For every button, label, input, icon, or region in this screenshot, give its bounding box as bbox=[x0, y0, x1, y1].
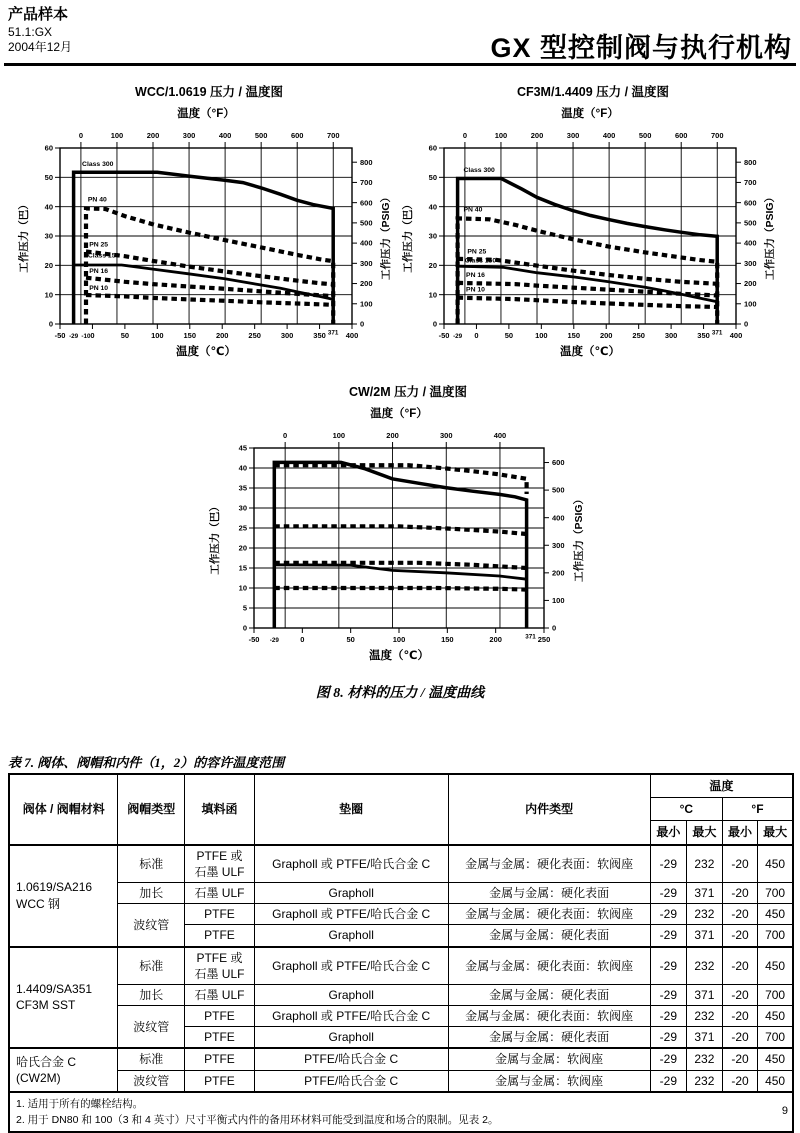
table-cell: 金属与金属：硬化表面：软阀座 bbox=[448, 845, 650, 883]
left-tick: 0 bbox=[48, 319, 53, 329]
chart-canvas-cf3m bbox=[400, 102, 786, 367]
cf3m-pressure-temperature-chart bbox=[400, 82, 786, 367]
right-tick: 100 bbox=[552, 596, 565, 606]
header-packing-box: 填料函 bbox=[185, 774, 255, 845]
table-cell: Grapholl 或 PTFE/哈氏合金 C bbox=[254, 904, 448, 925]
left-tick: 0 bbox=[242, 623, 247, 633]
footnote-line: 1. 适用于所有的螺栓结构。 bbox=[16, 1097, 144, 1110]
bottom-tick: -50 bbox=[54, 331, 66, 340]
left-tick: 20 bbox=[44, 260, 53, 270]
table-cell: -20 bbox=[722, 1027, 757, 1049]
series-pn-16 bbox=[458, 283, 718, 296]
series-label: Class 150 bbox=[87, 252, 120, 260]
header-trim-type: 内件类型 bbox=[448, 774, 650, 845]
series-line-0 bbox=[274, 462, 526, 628]
series-label: Class 300 bbox=[463, 167, 495, 175]
table-cell: PTFE bbox=[185, 925, 255, 947]
table-cell: 波纹管 bbox=[118, 904, 185, 947]
left-axis-title: 工作压力（巴） bbox=[18, 199, 30, 273]
table-title: 表 7. 阀体、阀帽和内件（1，2）的容许温度范围 bbox=[8, 755, 285, 770]
right-tick: 400 bbox=[744, 238, 757, 248]
top-tick: 200 bbox=[146, 131, 160, 140]
bottom-tick: 100 bbox=[535, 331, 548, 340]
table-cell: Grapholl bbox=[254, 925, 448, 947]
left-tick: 30 bbox=[44, 231, 53, 241]
left-tick: 25 bbox=[238, 523, 247, 533]
table-cell: -20 bbox=[722, 845, 757, 883]
bottom-tick: 400 bbox=[345, 331, 359, 340]
header-fahrenheit: °F bbox=[722, 798, 793, 821]
table-cell: 金属与金属：硬化表面：软阀座 bbox=[448, 947, 650, 985]
bottom-tick: 0 bbox=[300, 635, 305, 644]
series-label: PN 16 bbox=[89, 267, 109, 275]
table-cell: 加长 bbox=[118, 984, 185, 1005]
table-cell: -20 bbox=[722, 1070, 757, 1092]
top-tick: 200 bbox=[386, 431, 399, 440]
right-tick: 600 bbox=[360, 198, 373, 208]
table-cell: 金属与金属：硬化表面 bbox=[448, 925, 650, 947]
left-tick: 10 bbox=[428, 290, 437, 300]
series-label: PN 10 bbox=[89, 284, 109, 292]
right-tick: 300 bbox=[744, 258, 757, 268]
table-cell: 232 bbox=[686, 904, 722, 925]
right-tick: 700 bbox=[744, 178, 757, 188]
table-cell: 232 bbox=[686, 1006, 722, 1027]
left-tick: 10 bbox=[44, 290, 53, 300]
table-cell: 700 bbox=[758, 925, 793, 947]
right-tick: 500 bbox=[360, 218, 373, 228]
left-tick: 40 bbox=[428, 202, 437, 212]
table-cell: -20 bbox=[722, 882, 757, 903]
bottom-tick: -50 bbox=[248, 635, 260, 644]
top-tick: 600 bbox=[674, 131, 688, 140]
top-tick: 400 bbox=[493, 431, 507, 440]
table-cell: 金属与金属：硬化表面：软阀座 bbox=[448, 1006, 650, 1027]
left-tick: 20 bbox=[428, 260, 437, 270]
header-f-min: 最小 bbox=[722, 821, 757, 845]
bottom-tick: 0 bbox=[90, 331, 95, 340]
table-row bbox=[9, 1048, 793, 1070]
table-cell: -20 bbox=[722, 984, 757, 1005]
table-cell: 加长 bbox=[118, 882, 185, 903]
top-tick: 100 bbox=[110, 131, 124, 140]
table-cell: Grapholl 或 PTFE/哈氏合金 C bbox=[254, 947, 448, 985]
top-tick: 400 bbox=[602, 131, 616, 140]
header-c-min: 最小 bbox=[650, 821, 686, 845]
document-info-block bbox=[8, 6, 72, 55]
bottom-tick: 100 bbox=[151, 331, 164, 340]
left-tick: 45 bbox=[238, 443, 247, 453]
table-cell: 金属与金属：软阀座 bbox=[448, 1048, 650, 1070]
top-tick: 500 bbox=[254, 131, 268, 140]
table-cell: 450 bbox=[758, 904, 793, 925]
left-tick: 40 bbox=[238, 463, 247, 473]
chart-canvas-wcc bbox=[16, 102, 402, 367]
table-cell: -29 bbox=[650, 925, 686, 947]
series-label: PN 40 bbox=[87, 196, 107, 204]
right-tick: 100 bbox=[744, 299, 757, 309]
top-tick: 200 bbox=[530, 131, 544, 140]
bottom-tick: 200 bbox=[215, 331, 229, 340]
table-cell: -29 bbox=[650, 845, 686, 883]
table-cell: 450 bbox=[758, 947, 793, 985]
material-cell: 哈氏合金 C (CW2M) bbox=[9, 1048, 118, 1091]
right-axis-title: 工作压力（PSIG） bbox=[573, 493, 585, 583]
table-footnotes bbox=[9, 1092, 793, 1133]
table-row bbox=[9, 1006, 793, 1027]
table-row bbox=[9, 1070, 793, 1092]
top-tick: 300 bbox=[182, 131, 196, 140]
right-tick: 600 bbox=[744, 198, 757, 208]
series-pn-10 bbox=[86, 295, 333, 305]
top-axis-title: 温度（°F） bbox=[177, 108, 235, 120]
table-cell: Grapholl bbox=[254, 882, 448, 903]
table-cell: 700 bbox=[758, 1027, 793, 1049]
figure-caption: 图 8. 材料的压力 / 温度曲线 bbox=[315, 686, 485, 701]
table-cell: Grapholl 或 PTFE/哈氏合金 C bbox=[254, 845, 448, 883]
right-axis-title: 工作压力（PSIG） bbox=[380, 191, 392, 281]
table-cell: -29 bbox=[650, 947, 686, 985]
left-tick: 60 bbox=[44, 143, 53, 153]
gridlines bbox=[254, 448, 544, 628]
table-cell: 石墨 ULF bbox=[185, 882, 255, 903]
table-cell: -20 bbox=[722, 904, 757, 925]
table-cell: PTFE bbox=[185, 1048, 255, 1070]
table-cell: -29 bbox=[650, 984, 686, 1005]
bottom-special-tick: -29 bbox=[269, 637, 279, 644]
bottom-tick: 300 bbox=[280, 331, 294, 340]
table-cell: 标准 bbox=[118, 845, 185, 883]
right-tick: 0 bbox=[552, 623, 557, 633]
cw2m-pressure-temperature-chart bbox=[198, 382, 618, 671]
table-cell: PTFE 或 石墨 ULF bbox=[185, 845, 255, 883]
table-cell: 金属与金属：硬化表面 bbox=[448, 984, 650, 1005]
left-tick: 50 bbox=[428, 172, 437, 182]
page-title: GX 型控制阀与执行机构 bbox=[490, 33, 792, 63]
cw2m-chart-svg bbox=[198, 402, 618, 666]
table-row bbox=[9, 904, 793, 925]
right-tick: 600 bbox=[552, 458, 565, 468]
right-tick: 300 bbox=[552, 540, 565, 550]
doc-type: 产品样本 bbox=[8, 6, 69, 23]
table-cell: Grapholl bbox=[254, 1027, 448, 1049]
series-label: PN 10 bbox=[466, 286, 485, 294]
bottom-special-tick: 371 bbox=[327, 329, 339, 337]
temperature-range-table-wrap bbox=[8, 773, 794, 1133]
bottom-special-tick: 371 bbox=[525, 633, 536, 641]
left-tick: 60 bbox=[428, 143, 437, 153]
table-cell: 450 bbox=[758, 1006, 793, 1027]
right-tick: 500 bbox=[552, 485, 565, 495]
top-tick: 100 bbox=[494, 131, 508, 140]
table-cell: 金属与金属：硬化表面 bbox=[448, 882, 650, 903]
bottom-tick: 50 bbox=[504, 331, 514, 340]
left-tick: 0 bbox=[432, 319, 437, 329]
table-cell: 371 bbox=[686, 925, 722, 947]
table-cell: 371 bbox=[686, 882, 722, 903]
bottom-tick: 150 bbox=[183, 331, 197, 340]
table-cell: 标准 bbox=[118, 947, 185, 985]
series-class-300 bbox=[458, 179, 718, 325]
right-tick: 200 bbox=[360, 279, 373, 289]
header-gasket: 垫圈 bbox=[254, 774, 448, 845]
top-axis-title: 温度（°F） bbox=[561, 108, 619, 120]
table-cell: 金属与金属：硬化表面 bbox=[448, 1027, 650, 1049]
series-label: PN 16 bbox=[466, 271, 485, 279]
bottom-special-tick: -29 bbox=[453, 333, 463, 340]
header-bonnet-type: 阀帽类型 bbox=[118, 774, 185, 845]
bottom-tick: 250 bbox=[537, 635, 551, 644]
chart-title-cf3m: CF3M/1.4409 压力 / 温度图 bbox=[516, 85, 670, 99]
bottom-axis-title: 温度（℃） bbox=[176, 346, 236, 358]
right-tick: 800 bbox=[744, 157, 757, 167]
header-temperature-group: 温度 bbox=[650, 774, 793, 798]
table-cell: PTFE bbox=[185, 904, 255, 925]
series-label: Class 150 bbox=[464, 257, 497, 265]
table-cell: -20 bbox=[722, 1006, 757, 1027]
material-cell: 1.0619/SA216 WCC 钢 bbox=[9, 845, 118, 947]
left-tick: 40 bbox=[44, 202, 53, 212]
table-row bbox=[9, 947, 793, 985]
bottom-tick: -50 bbox=[438, 331, 450, 340]
right-tick: 700 bbox=[360, 178, 373, 188]
plot-border bbox=[254, 448, 544, 628]
left-axis-title: 工作压力（巴） bbox=[402, 199, 414, 273]
table-cell: -29 bbox=[650, 1006, 686, 1027]
right-tick: 200 bbox=[744, 279, 757, 289]
table-cell: 450 bbox=[758, 1048, 793, 1070]
table-cell: -20 bbox=[722, 947, 757, 985]
series-label: PN 25 bbox=[467, 248, 487, 256]
temperature-range-table bbox=[8, 773, 794, 1133]
top-tick: 0 bbox=[283, 431, 288, 440]
table-cell: -29 bbox=[650, 1048, 686, 1070]
table-cell: 450 bbox=[758, 845, 793, 883]
bottom-tick: 50 bbox=[120, 331, 130, 340]
table-cell: 232 bbox=[686, 845, 722, 883]
bottom-tick: 150 bbox=[441, 635, 454, 644]
table-cell: -29 bbox=[650, 904, 686, 925]
chart-canvas-cw2m bbox=[198, 402, 618, 671]
bottom-special-tick: 371 bbox=[711, 329, 723, 337]
series-label: PN 40 bbox=[463, 206, 483, 214]
top-tick: 300 bbox=[440, 431, 453, 440]
table-cell: -20 bbox=[722, 1048, 757, 1070]
header-celsius: °C bbox=[650, 798, 722, 821]
table-cell: 标准 bbox=[118, 1048, 185, 1070]
top-tick: 0 bbox=[78, 131, 83, 140]
chart-title-cw2m: CW/2M 压力 / 温度图 bbox=[348, 385, 468, 399]
left-tick: 35 bbox=[238, 483, 247, 493]
table-cell: PTFE 或 石墨 ULF bbox=[185, 947, 255, 985]
header-rule bbox=[4, 63, 796, 66]
left-tick: 20 bbox=[238, 543, 247, 553]
bottom-tick: 350 bbox=[697, 331, 710, 340]
wcc-chart-svg bbox=[16, 102, 402, 362]
material-cell: 1.4409/SA351 CF3M SST bbox=[9, 947, 118, 1049]
table-cell: 金属与金属：软阀座 bbox=[448, 1070, 650, 1092]
table-cell: 232 bbox=[686, 947, 722, 985]
left-tick: 15 bbox=[238, 563, 247, 573]
table-cell: 石墨 ULF bbox=[185, 984, 255, 1005]
bottom-tick: 250 bbox=[248, 331, 261, 340]
top-axis-title: 温度（°F） bbox=[370, 408, 428, 420]
table-cell: -20 bbox=[722, 925, 757, 947]
top-tick: 300 bbox=[566, 131, 580, 140]
table-cell: 371 bbox=[686, 984, 722, 1005]
top-tick: 400 bbox=[218, 131, 232, 140]
table-cell: -29 bbox=[650, 1070, 686, 1092]
series-pn-10 bbox=[458, 298, 718, 307]
doc-date: 2004年12月 bbox=[8, 39, 73, 54]
top-tick: 700 bbox=[326, 131, 340, 140]
left-axis-title: 工作压力（巴） bbox=[209, 501, 221, 575]
right-tick: 800 bbox=[360, 157, 373, 167]
bottom-tick: 200 bbox=[599, 331, 613, 340]
table-cell: -29 bbox=[650, 1027, 686, 1049]
bottom-tick: 200 bbox=[489, 635, 502, 644]
table-row bbox=[9, 882, 793, 903]
bottom-tick: 150 bbox=[567, 331, 581, 340]
right-tick: 100 bbox=[360, 299, 373, 309]
series-label: Class 300 bbox=[82, 161, 114, 169]
table-cell: 232 bbox=[686, 1048, 722, 1070]
top-tick: 500 bbox=[638, 131, 652, 140]
right-tick: 300 bbox=[360, 258, 373, 268]
bottom-axis-title: 温度（℃） bbox=[369, 650, 429, 662]
left-tick: 10 bbox=[238, 583, 247, 593]
left-tick: 50 bbox=[44, 172, 53, 182]
right-tick: 0 bbox=[744, 319, 749, 329]
table-cell: PTFE/哈氏合金 C bbox=[254, 1048, 448, 1070]
right-tick: 0 bbox=[360, 319, 365, 329]
table-cell: PTFE/哈氏合金 C bbox=[254, 1070, 448, 1092]
right-axis-title: 工作压力（PSIG） bbox=[764, 191, 776, 281]
bottom-tick: 350 bbox=[313, 331, 326, 340]
series-pn-40 bbox=[458, 218, 718, 324]
table-cell: 波纹管 bbox=[118, 1006, 185, 1049]
chart-title-wcc: WCC/1.0619 压力 / 温度图 bbox=[135, 85, 283, 99]
wcc-pressure-temperature-chart bbox=[16, 82, 402, 367]
bottom-special-tick: -29 bbox=[69, 333, 79, 340]
table-cell: 波纹管 bbox=[118, 1070, 185, 1092]
series-line-2 bbox=[274, 526, 526, 534]
bottom-tick: 300 bbox=[664, 331, 678, 340]
table-cell: 金属与金属：硬化表面：软阀座 bbox=[448, 904, 650, 925]
table-cell: 371 bbox=[686, 1027, 722, 1049]
bottom-special-tick: -10 bbox=[81, 333, 91, 340]
table-cell: 232 bbox=[686, 1070, 722, 1092]
right-tick: 200 bbox=[552, 568, 565, 578]
header-f-max: 最大 bbox=[758, 821, 793, 845]
left-tick: 5 bbox=[242, 603, 247, 613]
bottom-tick: 250 bbox=[632, 331, 645, 340]
header-material: 阀体 / 阀帽材料 bbox=[9, 774, 118, 845]
header-c-max: 最大 bbox=[686, 821, 722, 845]
table-cell: 700 bbox=[758, 984, 793, 1005]
right-tick: 400 bbox=[552, 513, 565, 523]
footnote-row bbox=[9, 1092, 793, 1133]
series-line-4 bbox=[274, 565, 526, 579]
top-tick: 0 bbox=[462, 131, 467, 140]
series-pn-25 bbox=[86, 252, 333, 285]
left-tick: 30 bbox=[238, 503, 247, 513]
doc-number: 51.1:GX bbox=[8, 24, 53, 39]
table-cell: Grapholl 或 PTFE/哈氏合金 C bbox=[254, 1006, 448, 1027]
top-tick: 700 bbox=[710, 131, 724, 140]
table-cell: PTFE bbox=[185, 1070, 255, 1092]
table-row bbox=[9, 845, 793, 883]
table-cell: 450 bbox=[758, 1070, 793, 1092]
top-tick: 100 bbox=[332, 431, 346, 440]
right-tick: 400 bbox=[360, 238, 373, 248]
table-cell: -29 bbox=[650, 882, 686, 903]
table-row bbox=[9, 984, 793, 1005]
bottom-axis-title: 温度（℃） bbox=[560, 346, 620, 358]
cf3m-chart-svg bbox=[400, 102, 786, 362]
table-cell: Grapholl bbox=[254, 984, 448, 1005]
footnote-line: 2. 用于 DN80 和 100（3 和 4 英寸）尺寸平衡式内件的备用环材料可能受到温度和场合的限制。见表 2。 bbox=[16, 1114, 499, 1127]
page-number: 9 bbox=[781, 1105, 788, 1117]
bottom-tick: 100 bbox=[392, 635, 406, 644]
bottom-tick: 400 bbox=[729, 331, 743, 340]
table-cell: 700 bbox=[758, 882, 793, 903]
series-label: PN 25 bbox=[89, 241, 109, 249]
table-cell: PTFE bbox=[185, 1027, 255, 1049]
top-tick: 600 bbox=[290, 131, 304, 140]
bottom-tick: 50 bbox=[346, 635, 355, 644]
right-tick: 500 bbox=[744, 218, 757, 228]
bottom-tick: 0 bbox=[474, 331, 479, 340]
table-cell: PTFE bbox=[185, 1006, 255, 1027]
left-tick: 30 bbox=[428, 231, 437, 241]
